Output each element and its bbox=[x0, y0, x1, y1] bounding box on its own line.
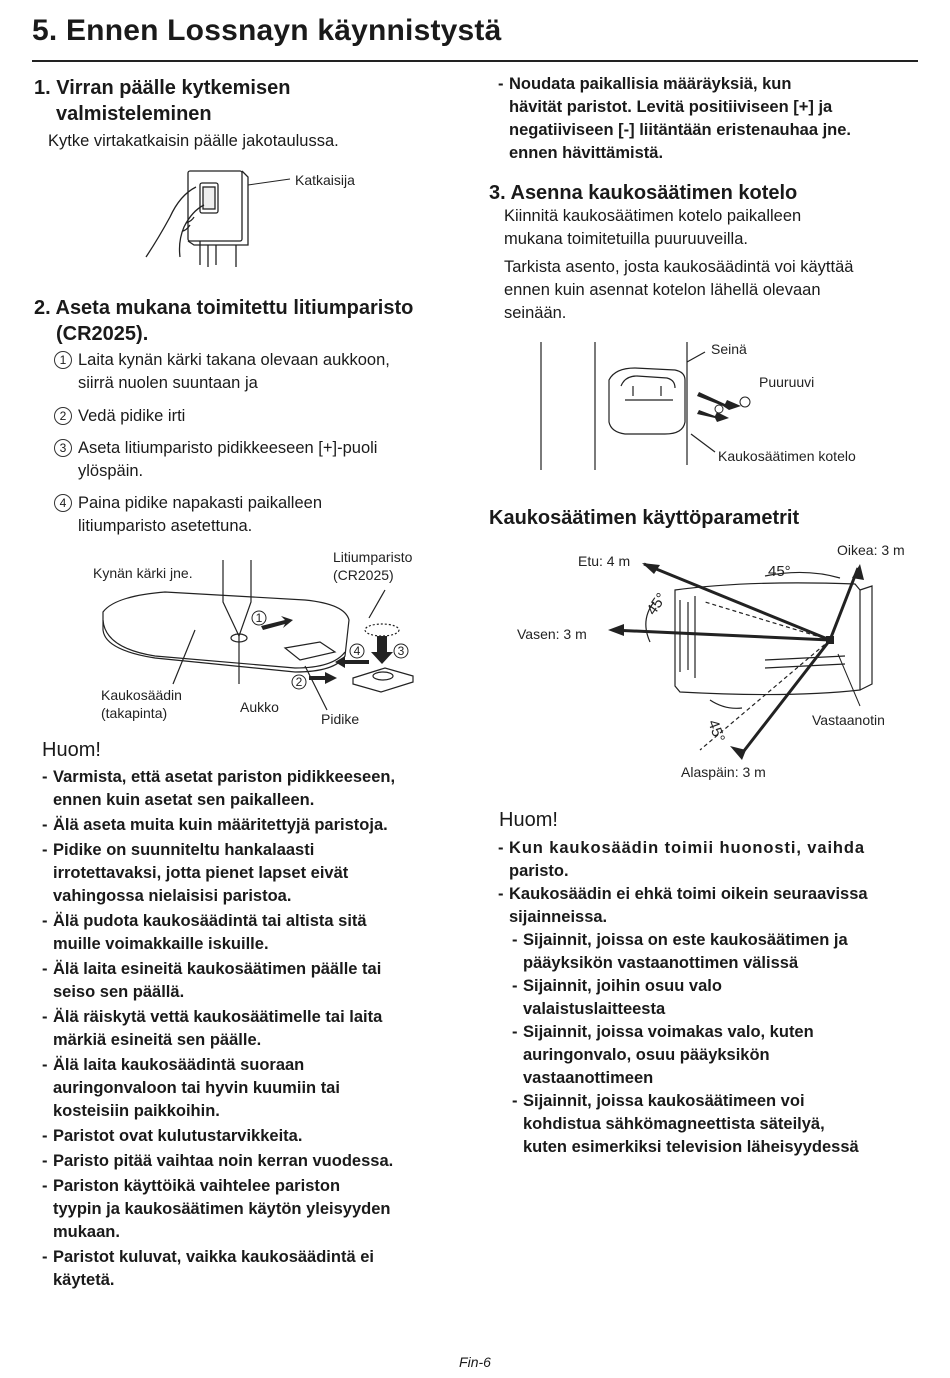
step-number: 1 bbox=[54, 351, 72, 369]
section2-heading: 2. Aseta mukana toimitettu litiumparisto (CR2025). bbox=[34, 297, 414, 345]
range-figure bbox=[590, 560, 910, 770]
hole-label: Aukko bbox=[240, 699, 279, 715]
screw-label: Puuruuvi bbox=[759, 374, 815, 390]
section3-heading: 3. Asenna kaukosäätimen kotelo bbox=[489, 182, 798, 204]
angle-left: 45° bbox=[643, 589, 671, 619]
fig-num-4: 4 bbox=[353, 644, 361, 658]
right-range-label: Oikea: 3 m bbox=[837, 542, 905, 558]
note-right-heading: Huom! bbox=[499, 809, 558, 831]
disposal-note: - Noudata paikallisia määräyksiä, kun hävität paristot. Levitä positiiviseen [+] ja negatiiviseen [-] liitäntään eristenauhaa jne. ennen hävittämistä. bbox=[498, 75, 852, 162]
section3-para2: Tarkista asento, josta kaukosäädintä voi käyttää ennen kuin asennat kotelon lähellä olevaan seinään. bbox=[504, 258, 854, 322]
note-item: - Pidike on suunniteltu hankalaasti irrotettavaksi, jotta pienet lapset eivät vahingossa nielaisisi paristoa. bbox=[42, 841, 349, 905]
note-item: - Älä aseta muita kuin määritettyjä paristoja. bbox=[42, 816, 388, 834]
step-3: 3 Aseta litiumparisto pidikkeeseen [+]-puoli ylöspäin. bbox=[54, 437, 377, 483]
note-right-list: - Kun kaukosäädin toimii huonosti, vaihda paristo. - Kaukosäädin ei ehkä toimi oikein seuraavissa sijainneissa. - Sijainnit, joissa on este kaukosäätimen ja pääyksikön vastaanottimen välissä - Sijainnit, joihin osuu valo valaistuslaitteesta - Sijainnit, joissa voimakas valo, kuten auringonvalo, osuu pääyksikön vastaanottimeen - Sijainnit, joissa kaukosäätimeen voi kohdistua sähkömagneettista säteilyä, kuten esimerkiksi television läheisyydessä bbox=[498, 837, 918, 1159]
fig-num-3: 3 bbox=[397, 644, 405, 658]
step-number: 4 bbox=[54, 494, 72, 512]
switch-label: Katkaisija bbox=[295, 172, 355, 188]
step-4: 4 Paina pidike napakasti paikalleen litiumparisto asetettuna. bbox=[54, 492, 322, 538]
page-number: Fin-6 bbox=[459, 1354, 491, 1370]
page-title: 5. Ennen Lossnayn käynnistystä bbox=[32, 14, 502, 47]
params-heading: Kaukosäätimen käyttöparametrit bbox=[489, 507, 800, 529]
step-1: 1 Laita kynän kärki takana olevaan aukkoon, siirrä nuolen suuntaan ja bbox=[54, 349, 390, 395]
holder-label: Pidike bbox=[321, 711, 360, 727]
angle-top: 45° bbox=[768, 563, 791, 580]
fig-num-2: 2 bbox=[295, 675, 303, 689]
section3-para1: Kiinnitä kaukosäätimen kotelo paikalleen mukana toimitetuilla puuruuveilla. bbox=[504, 207, 802, 248]
pen-tip-label: Kynän kärki jne. bbox=[93, 565, 193, 581]
fig-num-1: 1 bbox=[255, 611, 263, 625]
note-item: - Varmista, että asetat pariston pidikkeeseen, ennen kuin asetat sen paikalleen. bbox=[42, 768, 396, 809]
left-range-label: Vasen: 3 m bbox=[517, 626, 587, 642]
note-item: - Älä pudota kaukosäädintä tai altista sitä muille voimakkaille iskuille. bbox=[42, 912, 367, 953]
step-2: 2 Vedä pidike irti bbox=[54, 405, 185, 428]
title-divider bbox=[32, 60, 918, 62]
note-item: - Älä räiskytä vettä kaukosäätimelle tai laita märkiä esineitä sen päälle. bbox=[42, 1008, 383, 1049]
down-range-label: Alaspäin: 3 m bbox=[681, 764, 766, 780]
battery-label: Litiumparisto (CR2025) bbox=[333, 549, 413, 583]
remote-back-label: Kaukosäädin (takapinta) bbox=[101, 687, 182, 721]
note-subitem: - Sijainnit, joihin osuu valo valaistuslaitteesta bbox=[512, 977, 722, 1018]
receiver-label: Vastaanotin bbox=[812, 712, 885, 728]
note-subitem: - Sijainnit, joissa on este kaukosäätimen ja pääyksikön vastaanottimen välissä bbox=[512, 931, 848, 972]
note-item: - Paristo pitää vaihtaa noin kerran vuodessa. bbox=[42, 1152, 394, 1170]
step-number: 2 bbox=[54, 407, 72, 425]
section1-text: Kytke virtakatkaisin päälle jakotaulussa. bbox=[48, 132, 339, 150]
front-range-label: Etu: 4 m bbox=[578, 553, 631, 569]
note-item: - Älä laita esineitä kaukosäätimen päälle tai seiso sen päällä. bbox=[42, 960, 382, 1001]
holder-case-label: Kaukosäätimen kotelo bbox=[718, 448, 856, 464]
note-item: - Älä laita kaukosäädintä suoraan auringonvaloon tai hyvin kuumiin tai kosteisiin paikkoihin. bbox=[42, 1056, 340, 1120]
section1-heading: 1. Virran päälle kytkemisen valmisteleminen bbox=[34, 77, 291, 125]
note-subitem: - Sijainnit, joissa voimakas valo, kuten auringonvalo, osuu pääyksikön vastaanottimeen bbox=[512, 1023, 814, 1087]
note-left-list bbox=[42, 766, 462, 1294]
note-item: - Paristot ovat kulutustarvikkeita. bbox=[42, 1127, 303, 1145]
note-left-heading: Huom! bbox=[42, 739, 101, 761]
step-number: 3 bbox=[54, 439, 72, 457]
note-item: - Pariston käyttöikä vaihtelee pariston tyypin ja kaukosäätimen käytön yleisyyden mukaan. bbox=[42, 1177, 391, 1241]
angle-bottom: 45° bbox=[704, 717, 728, 745]
wall-label: Seinä bbox=[711, 341, 747, 357]
note-item: - Paristot kuluvat, vaikka kaukosäädintä ei käytetä. bbox=[42, 1248, 374, 1289]
note-subitem: - Sijainnit, joissa kaukosäätimeen voi kohdistua sähkömagneettista säteilyä, kuten esimerkiksi television läheisyydessä bbox=[512, 1092, 859, 1156]
